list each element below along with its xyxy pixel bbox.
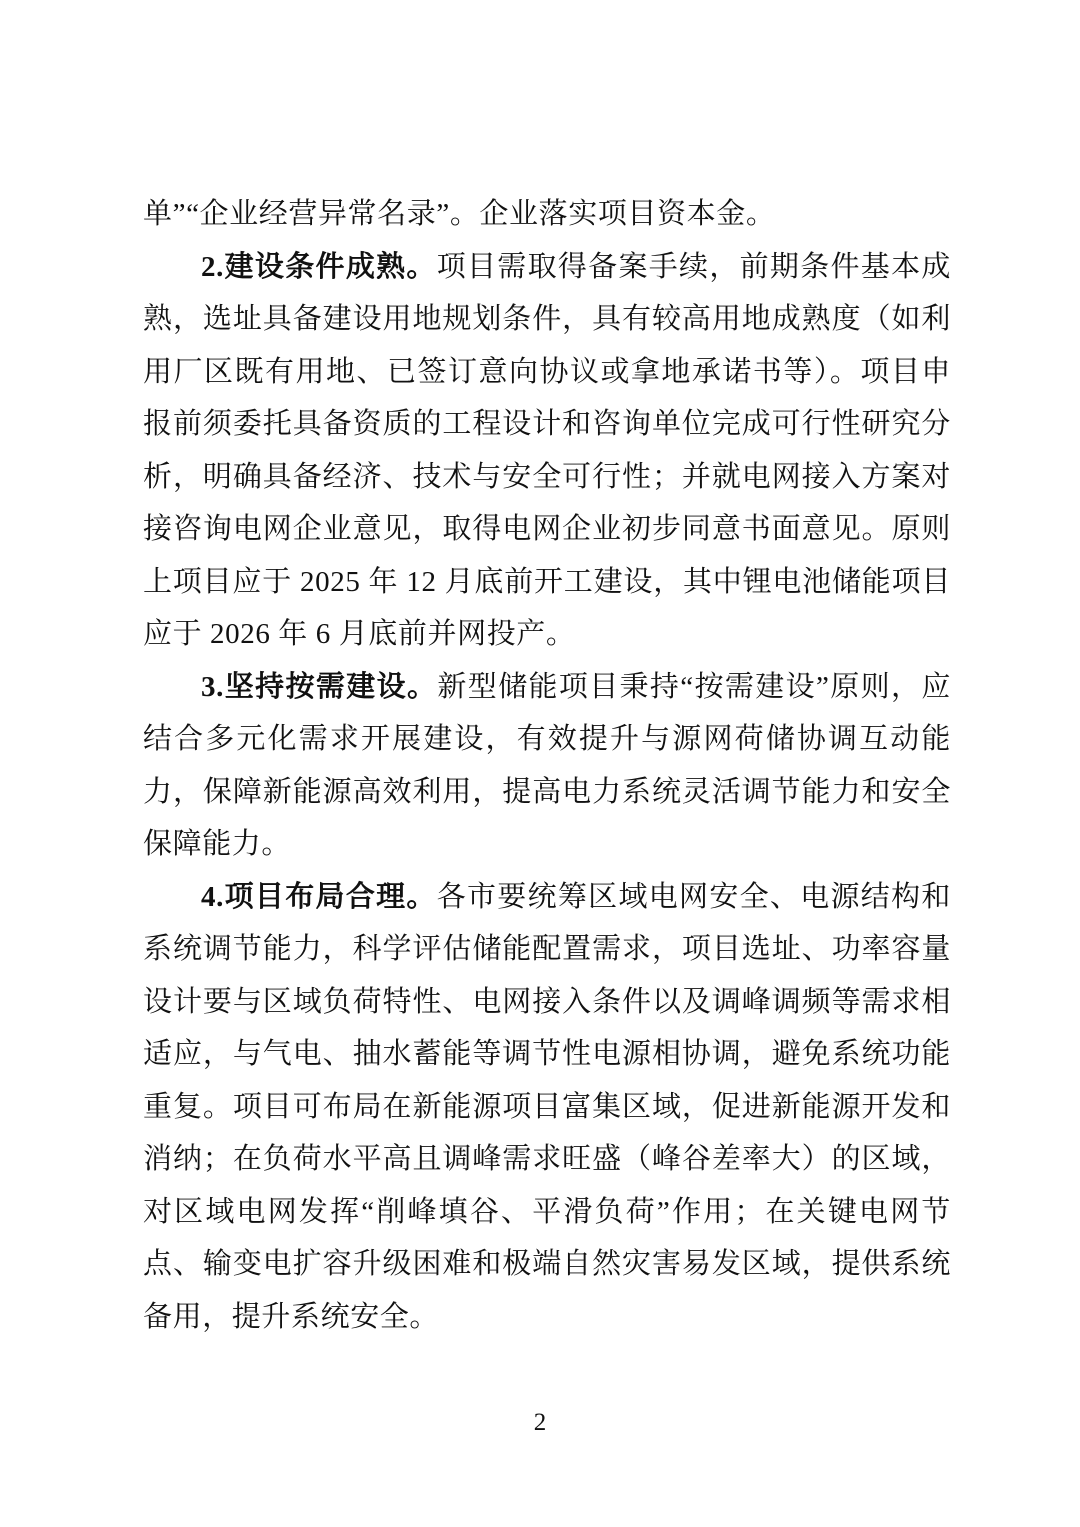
paragraph-2-construction-conditions [143, 241, 951, 661]
paragraph-body: 项目需取得备案手续，前期条件基本成熟，选址具备建设用地规划条件，具有较高用地成熟度（如利用厂区既有用地、已签订意向协议或拿地承诺书等）。项目申报前须委托具备资质的工程设计和咨询单位完成可行性研究分析，明确具备经济、技术与安全可行性；并就电网接入方案对接咨询电网企业意见，取得电网企业初步同意书面意见。原则上项目应于 2025 年 12 月底前开工建设，其中锂电池储能项目应于 2026 年 6 月底前并网投产。 [143, 250, 951, 650]
paragraph-lead: 2.建设条件成熟。 [201, 250, 437, 283]
paragraph-4-project-layout [143, 871, 951, 1344]
paragraph-body: 新型储能项目秉持“按需建设”原则，应结合多元化需求开展建设，有效提升与源网荷储协调互动能力，保障新能源高效利用，提高电力系统灵活调节能力和安全保障能力。 [143, 670, 951, 860]
document-text-block [143, 188, 951, 1343]
page-number: 2 [533, 1409, 547, 1436]
paragraph-continuation: 单”“企业经营异常名录”。企业落实项目资本金。 [143, 198, 776, 230]
paragraph-lead: 3.坚持按需建设。 [201, 670, 438, 703]
paragraph-lead: 4.项目布局合理。 [201, 880, 437, 913]
paragraph-body: 各市要统筹区域电网安全、电源结构和系统调节能力，科学评估储能配置需求，项目选址、功率容量设计要与区域负荷特性、电网接入条件以及调峰调频等需求相适应，与气电、抽水蓄能等调节性电源相协调，避免系统功能重复。项目可布局在新能源项目富集区域，促进新能源开发和消纳；在负荷水平高且调峰需求旺盛（峰谷差率大）的区域，对区域电网发挥“削峰填谷、平滑负荷”作用；在关键电网节点、输变电扩容升级困难和极端自然灾害易发区域，提供系统备用，提升系统安全。 [143, 880, 951, 1333]
paragraph-3-build-on-demand [143, 661, 951, 871]
